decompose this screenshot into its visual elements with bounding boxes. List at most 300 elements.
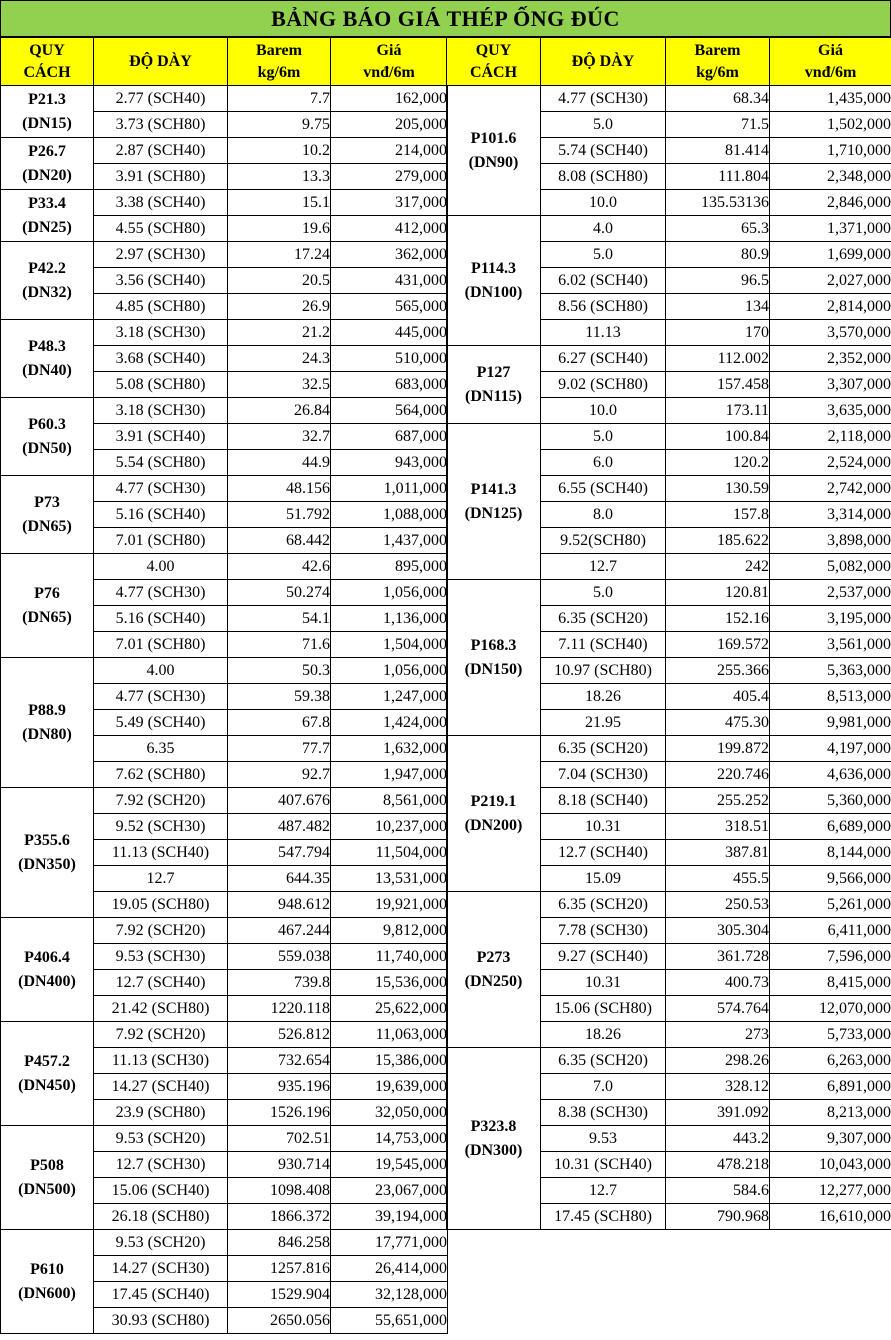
price-cell: 10,237,000 [331,814,448,840]
spec-dn: (DN15) [22,114,72,132]
header-price-line2: vnđ/6m [804,63,857,81]
price-cell: 1,088,000 [331,502,448,528]
thickness-cell: 7.92 (SCH20) [94,1022,228,1048]
price-table-left [0,37,448,1334]
price-cell: 214,000 [331,138,448,164]
header-row [1,38,448,86]
weight-cell: 32.7 [228,424,331,450]
spec-dn: (DN65) [22,608,72,626]
spec-dn: (DN250) [464,972,523,990]
price-cell: 1,632,000 [331,736,448,762]
spec-cell [447,424,541,580]
price-cell: 19,639,000 [331,1074,448,1100]
price-cell: 1,504,000 [331,632,448,658]
price-cell: 687,000 [331,424,448,450]
table-row [1,86,448,112]
table-row [447,346,891,372]
price-cell: 362,000 [331,242,448,268]
price-cell: 2,118,000 [770,424,891,450]
price-cell: 1,371,000 [770,216,891,242]
price-cell: 26,414,000 [331,1256,448,1282]
spec-dn: (DN50) [22,439,72,457]
thickness-cell: 5.08 (SCH80) [94,372,228,398]
price-cell: 5,363,000 [770,658,891,684]
table-row [1,1230,448,1256]
thickness-cell: 7.62 (SCH80) [94,762,228,788]
weight-cell: 702.51 [228,1126,331,1152]
thickness-cell: 4.77 (SCH30) [94,476,228,502]
spec-dn: (DN32) [22,283,72,301]
weight-cell: 739.8 [228,970,331,996]
weight-cell: 1866.372 [228,1204,331,1230]
weight-cell: 242 [666,554,770,580]
weight-cell: 455.5 [666,866,770,892]
price-cell: 895,000 [331,554,448,580]
header-thickness: ĐỘ DÀY [94,38,228,86]
thickness-cell: 6.0 [541,450,666,476]
price-cell: 3,635,000 [770,398,891,424]
weight-cell: 173.11 [666,398,770,424]
spec-cell [1,554,94,658]
weight-cell: 250.53 [666,892,770,918]
price-cell: 6,411,000 [770,918,891,944]
thickness-cell: 3.91 (SCH40) [94,424,228,450]
thickness-cell: 10.97 (SCH80) [541,658,666,684]
price-cell: 3,307,000 [770,372,891,398]
spec-cell [1,918,94,1022]
spec-dn: (DN350) [18,855,76,873]
price-cell: 32,050,000 [331,1100,448,1126]
weight-cell: 135.53136 [666,190,770,216]
weight-cell: 92.7 [228,762,331,788]
price-cell: 2,027,000 [770,268,891,294]
price-cell: 1,011,000 [331,476,448,502]
weight-cell: 71.5 [666,112,770,138]
weight-cell: 50.3 [228,658,331,684]
thickness-cell: 9.53 (SCH20) [94,1230,228,1256]
weight-cell: 526.812 [228,1022,331,1048]
thickness-cell: 5.0 [541,580,666,606]
spec-cell [1,242,94,320]
price-cell: 2,348,000 [770,164,891,190]
header-weight-line2: kg/6m [696,63,739,81]
price-cell: 25,622,000 [331,996,448,1022]
price-cell: 8,513,000 [770,684,891,710]
thickness-cell: 15.09 [541,866,666,892]
weight-cell: 112.002 [666,346,770,372]
price-cell: 3,195,000 [770,606,891,632]
weight-cell: 120.81 [666,580,770,606]
thickness-cell: 5.16 (SCH40) [94,502,228,528]
spec-size: P141.3 [470,480,517,498]
thickness-cell: 30.93 (SCH80) [94,1308,228,1334]
price-cell: 683,000 [331,372,448,398]
weight-cell: 407.676 [228,788,331,814]
price-cell: 1,136,000 [331,606,448,632]
thickness-cell: 12.7 (SCH30) [94,1152,228,1178]
table-row [1,398,448,424]
thickness-cell: 5.54 (SCH80) [94,450,228,476]
header-spec-line1: QUY [475,41,512,59]
weight-cell: 387.81 [666,840,770,866]
price-cell: 5,360,000 [770,788,891,814]
spec-dn: (DN125) [464,504,523,522]
thickness-cell: 10.0 [541,398,666,424]
weight-cell: 220.746 [666,762,770,788]
spec-dn: (DN90) [468,153,519,171]
spec-size: P508 [30,1156,64,1174]
spec-cell [1,86,94,138]
spec-size: P610 [30,1260,64,1278]
spec-cell [1,658,94,788]
spec-dn: (DN500) [18,1180,76,1198]
weight-cell: 44.9 [228,450,331,476]
weight-cell: 2650.056 [228,1308,331,1334]
page-title: BẢNG BÁO GIÁ THÉP ỐNG ĐÚC [0,0,891,37]
spec-cell [447,86,541,216]
thickness-cell: 9.53 (SCH20) [94,1126,228,1152]
thickness-cell: 3.73 (SCH80) [94,112,228,138]
spec-size: P42.2 [28,259,66,277]
thickness-cell: 5.0 [541,424,666,450]
spec-cell [1,190,94,242]
table-row [447,892,891,918]
weight-cell: 400.73 [666,970,770,996]
price-cell: 4,636,000 [770,762,891,788]
table-row [1,918,448,944]
price-cell: 6,689,000 [770,814,891,840]
header-price-line2: vnđ/6m [363,63,415,81]
spec-size: P127 [476,363,511,381]
table-row [447,424,891,450]
weight-cell: 487.482 [228,814,331,840]
spec-size: P60.3 [28,415,66,433]
thickness-cell: 12.7 [541,1178,666,1204]
thickness-cell: 3.18 (SCH30) [94,398,228,424]
header-price-line1: Giá [818,41,843,59]
spec-dn: (DN40) [22,361,72,379]
spec-size: P219.1 [470,792,517,810]
weight-cell: 1529.904 [228,1282,331,1308]
thickness-cell: 6.35 (SCH20) [541,606,666,632]
spec-cell [1,1126,94,1230]
thickness-cell: 14.27 (SCH30) [94,1256,228,1282]
table-row [1,320,448,346]
weight-cell: 478.218 [666,1152,770,1178]
spec-size: P355.6 [24,831,70,849]
thickness-cell: 7.92 (SCH20) [94,788,228,814]
thickness-cell: 15.06 (SCH80) [541,996,666,1022]
weight-cell: 185.622 [666,528,770,554]
price-cell: 39,194,000 [331,1204,448,1230]
weight-cell: 584.6 [666,1178,770,1204]
thickness-cell: 4.00 [94,658,228,684]
thickness-cell: 26.18 (SCH80) [94,1204,228,1230]
weight-cell: 65.3 [666,216,770,242]
spec-size: P101.6 [470,129,517,147]
weight-cell: 111.804 [666,164,770,190]
header-weight-line1: Barem [694,41,741,59]
thickness-cell: 8.38 (SCH30) [541,1100,666,1126]
thickness-cell: 4.77 (SCH30) [94,580,228,606]
thickness-cell: 17.45 (SCH80) [541,1204,666,1230]
price-cell: 8,561,000 [331,788,448,814]
price-cell: 412,000 [331,216,448,242]
weight-cell: 9.75 [228,112,331,138]
weight-cell: 157.458 [666,372,770,398]
weight-cell: 20.5 [228,268,331,294]
thickness-cell: 21.42 (SCH80) [94,996,228,1022]
thickness-cell: 6.35 (SCH20) [541,736,666,762]
weight-cell: 948.612 [228,892,331,918]
spec-size: P114.3 [471,259,516,277]
table-row [1,554,448,580]
weight-cell: 19.6 [228,216,331,242]
spec-size: P21.3 [28,90,66,108]
price-cell: 1,947,000 [331,762,448,788]
weight-cell: 24.3 [228,346,331,372]
spec-size: P168.3 [470,636,517,654]
price-cell: 15,536,000 [331,970,448,996]
price-cell: 13,531,000 [331,866,448,892]
thickness-cell: 3.56 (SCH40) [94,268,228,294]
spec-cell [1,476,94,554]
weight-cell: 790.968 [666,1204,770,1230]
header-spec [1,38,94,86]
weight-cell: 935.196 [228,1074,331,1100]
price-cell: 11,063,000 [331,1022,448,1048]
weight-cell: 48.156 [228,476,331,502]
price-cell: 3,898,000 [770,528,891,554]
price-cell: 1,056,000 [331,580,448,606]
thickness-cell: 11.13 [541,320,666,346]
price-cell: 1,435,000 [770,86,891,112]
weight-cell: 405.4 [666,684,770,710]
spec-cell [447,736,541,892]
price-cell: 8,213,000 [770,1100,891,1126]
weight-cell: 67.8 [228,710,331,736]
spec-dn: (DN300) [464,1141,523,1159]
weight-cell: 26.84 [228,398,331,424]
thickness-cell: 4.55 (SCH80) [94,216,228,242]
thickness-cell: 6.35 [94,736,228,762]
thickness-cell: 7.11 (SCH40) [541,632,666,658]
thickness-cell: 12.7 (SCH40) [541,840,666,866]
price-cell: 510,000 [331,346,448,372]
price-cell: 6,263,000 [770,1048,891,1074]
weight-cell: 169.572 [666,632,770,658]
thickness-cell: 2.77 (SCH40) [94,86,228,112]
weight-cell: 1098.408 [228,1178,331,1204]
thickness-cell: 5.49 (SCH40) [94,710,228,736]
price-cell: 32,128,000 [331,1282,448,1308]
table-row [1,658,448,684]
weight-cell: 547.794 [228,840,331,866]
weight-cell: 328.12 [666,1074,770,1100]
price-cell: 565,000 [331,294,448,320]
spec-cell [447,892,541,1048]
spec-cell [1,1022,94,1126]
spec-cell [447,216,541,346]
spec-dn: (DN115) [465,387,522,405]
thickness-cell: 12.7 [541,554,666,580]
price-cell: 6,891,000 [770,1074,891,1100]
weight-cell: 80.9 [666,242,770,268]
spec-cell [1,320,94,398]
thickness-cell: 8.56 (SCH80) [541,294,666,320]
spec-dn: (DN600) [18,1284,76,1302]
table-row [1,242,448,268]
price-cell: 11,740,000 [331,944,448,970]
thickness-cell: 9.02 (SCH80) [541,372,666,398]
spec-dn: (DN20) [22,166,72,184]
spec-dn: (DN200) [464,816,523,834]
price-cell: 317,000 [331,190,448,216]
thickness-cell: 4.77 (SCH30) [94,684,228,710]
price-cell: 1,056,000 [331,658,448,684]
weight-cell: 273 [666,1022,770,1048]
weight-cell: 475.30 [666,710,770,736]
table-row [447,1048,891,1074]
thickness-cell: 6.35 (SCH20) [541,1048,666,1074]
table-row [447,580,891,606]
spec-size: P406.4 [24,948,70,966]
price-cell: 1,710,000 [770,138,891,164]
thickness-cell: 11.13 (SCH30) [94,1048,228,1074]
thickness-cell: 7.92 (SCH20) [94,918,228,944]
weight-cell: 644.35 [228,866,331,892]
header-weight-line1: Barem [256,41,302,59]
spec-cell [447,1048,541,1230]
price-table-right [446,37,891,1230]
price-cell: 8,144,000 [770,840,891,866]
weight-cell: 298.26 [666,1048,770,1074]
weight-cell: 391.092 [666,1100,770,1126]
thickness-cell: 19.05 (SCH80) [94,892,228,918]
thickness-cell: 3.18 (SCH30) [94,320,228,346]
weight-cell: 361.728 [666,944,770,970]
spec-size: P76 [34,584,60,602]
spec-size: P48.3 [28,337,66,355]
weight-cell: 68.442 [228,528,331,554]
price-cell: 19,545,000 [331,1152,448,1178]
weight-cell: 32.5 [228,372,331,398]
header-thickness: ĐỘ DÀY [541,38,666,86]
price-cell: 4,197,000 [770,736,891,762]
thickness-cell: 12.7 [94,866,228,892]
weight-cell: 10.2 [228,138,331,164]
spec-dn: (DN400) [18,972,76,990]
weight-cell: 846.258 [228,1230,331,1256]
table-row [1,138,448,164]
table-row [1,788,448,814]
thickness-cell: 3.91 (SCH80) [94,164,228,190]
price-cell: 15,386,000 [331,1048,448,1074]
thickness-cell: 3.68 (SCH40) [94,346,228,372]
weight-cell: 443.2 [666,1126,770,1152]
thickness-cell: 14.27 (SCH40) [94,1074,228,1100]
table-row [1,190,448,216]
price-cell: 2,814,000 [770,294,891,320]
thickness-cell: 10.0 [541,190,666,216]
spec-size: P457.2 [24,1052,70,1070]
weight-cell: 1220.118 [228,996,331,1022]
weight-cell: 7.7 [228,86,331,112]
thickness-cell: 21.95 [541,710,666,736]
thickness-cell: 4.85 (SCH80) [94,294,228,320]
thickness-cell: 2.97 (SCH30) [94,242,228,268]
price-cell: 279,000 [331,164,448,190]
price-cell: 9,307,000 [770,1126,891,1152]
weight-cell: 81.414 [666,138,770,164]
price-cell: 9,566,000 [770,866,891,892]
price-cell: 1,502,000 [770,112,891,138]
price-cell: 14,753,000 [331,1126,448,1152]
thickness-cell: 10.31 (SCH40) [541,1152,666,1178]
weight-cell: 157.8 [666,502,770,528]
spec-cell [447,346,541,424]
thickness-cell: 6.27 (SCH40) [541,346,666,372]
spec-size: P273 [476,948,511,966]
table-row [1,1022,448,1048]
weight-cell: 15.1 [228,190,331,216]
weight-cell: 305.304 [666,918,770,944]
weight-cell: 68.34 [666,86,770,112]
price-cell: 55,651,000 [331,1308,448,1334]
thickness-cell: 18.26 [541,1022,666,1048]
weight-cell: 96.5 [666,268,770,294]
weight-cell: 50.274 [228,580,331,606]
price-cell: 3,561,000 [770,632,891,658]
weight-cell: 930.714 [228,1152,331,1178]
thickness-cell: 6.35 (SCH20) [541,892,666,918]
thickness-cell: 10.31 [541,814,666,840]
price-cell: 12,277,000 [770,1178,891,1204]
table-row [1,476,448,502]
thickness-cell: 9.52 (SCH30) [94,814,228,840]
price-cell: 2,352,000 [770,346,891,372]
weight-cell: 467.244 [228,918,331,944]
price-cell: 5,082,000 [770,554,891,580]
price-cell: 12,070,000 [770,996,891,1022]
price-cell: 1,437,000 [331,528,448,554]
weight-cell: 71.6 [228,632,331,658]
thickness-cell: 9.27 (SCH40) [541,944,666,970]
table-body-left [1,86,448,1334]
weight-cell: 42.6 [228,554,331,580]
thickness-cell: 18.26 [541,684,666,710]
price-cell: 205,000 [331,112,448,138]
spec-dn: (DN150) [464,660,523,678]
header-weight [666,38,770,86]
price-cell: 9,812,000 [331,918,448,944]
price-cell: 2,537,000 [770,580,891,606]
thickness-cell: 8.18 (SCH40) [541,788,666,814]
spec-cell [1,398,94,476]
price-cell: 23,067,000 [331,1178,448,1204]
spec-size: P33.4 [28,194,66,212]
weight-cell: 54.1 [228,606,331,632]
price-cell: 3,570,000 [770,320,891,346]
price-cell: 431,000 [331,268,448,294]
header-spec-line2: CÁCH [23,63,71,81]
price-cell: 2,846,000 [770,190,891,216]
thickness-cell: 4.77 (SCH30) [541,86,666,112]
thickness-cell: 23.9 (SCH80) [94,1100,228,1126]
price-cell: 9,981,000 [770,710,891,736]
spec-cell [447,580,541,736]
weight-cell: 255.366 [666,658,770,684]
